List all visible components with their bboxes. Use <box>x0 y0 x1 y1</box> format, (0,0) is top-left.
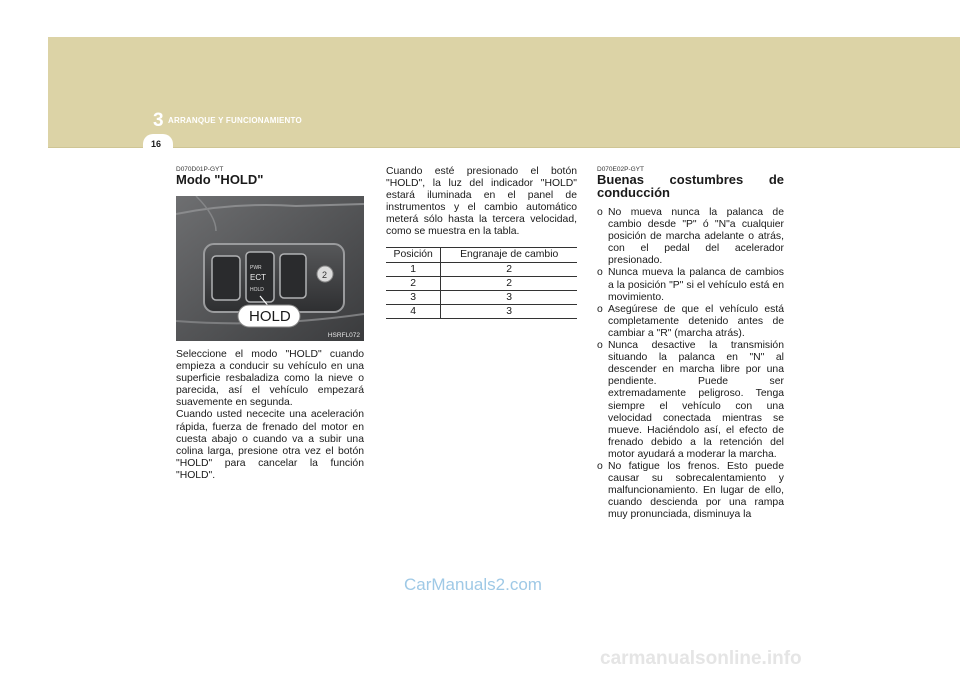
header-band <box>48 37 960 147</box>
table-row <box>386 290 577 304</box>
list-item <box>597 340 784 461</box>
table-row <box>386 262 577 276</box>
gear-table <box>386 247 577 319</box>
hold-switch-figure <box>176 196 364 341</box>
list-item-text: Nunca desactive la transmisión situando la palanca en "N" al descender en marcha libre por una pendiente. Puede ser extremadamente peligroso. Tenga siempre el vehículo con una velocidad conectada mientras se mueve. Haciéndolo así, el efecto de frenado debido a la retención del motor ayudará a moderar la marcha. <box>608 340 784 460</box>
list-item-text: No fatigue los frenos. Esto puede causar su sobrecalentamiento y malfuncionamiento. En lugar de ello, cuando descienda por una rampa muy pronunciada, disminuya la <box>608 460 784 521</box>
section-heading: Buenas costumbres de conducción <box>597 172 784 200</box>
bullet: o <box>597 460 603 472</box>
driving-tips-list <box>597 207 784 521</box>
list-item-text: Asegúrese de que el vehículo está completamente detenido antes de cambiar a "R" (marcha atrás). <box>608 303 784 339</box>
section-number: 3 <box>153 110 164 131</box>
column-hold-table <box>386 166 577 319</box>
watermark-footer: carmanualsonline.info <box>600 648 802 669</box>
bullet: o <box>597 267 603 279</box>
bullet: o <box>597 207 603 218</box>
list-item <box>597 267 784 303</box>
table-cell: 2 <box>386 276 441 290</box>
column-header: Posición <box>386 247 441 262</box>
column-hold-mode <box>176 166 364 482</box>
bullet: o <box>597 340 603 352</box>
table-header-row <box>386 247 577 262</box>
figure-code: HSRFL072 <box>327 332 360 339</box>
dashboard-switch-illustration <box>176 196 364 341</box>
switch-label-hold: HOLD <box>250 287 264 293</box>
table-cell: 3 <box>386 290 441 304</box>
section-heading: Modo "HOLD" <box>176 172 264 187</box>
table-cell: 2 <box>441 276 577 290</box>
table-cell: 2 <box>441 262 577 276</box>
list-item <box>597 207 784 267</box>
list-item <box>597 461 784 521</box>
list-item <box>597 304 784 340</box>
switch-label-pwr: PWR <box>250 265 262 271</box>
column-header: Engranaje de cambio <box>441 247 577 262</box>
section-code: D070E02P-GYT <box>597 166 644 173</box>
bullet: o <box>597 303 603 315</box>
table-cell: 3 <box>441 304 577 318</box>
hold-paragraph-2: Cuando usted nececite una aceleración rápida, fuerza de frenado del motor en cuesta abajo o cuando va a subir una colina larga, presione otra vez el botón "HOLD" para cancelar la función "HOLD". <box>176 409 364 481</box>
watermark-link[interactable]: CarManuals2.com <box>404 575 542 594</box>
table-row <box>386 276 577 290</box>
section-title: ARRANQUE Y FUNCIONAMIENTO <box>168 116 302 125</box>
table-cell: 1 <box>386 262 441 276</box>
column-driving-habits <box>597 166 784 521</box>
list-item-text: Nunca mueva la palanca de cambios a la posición "P" si el vehículo está en movimiento. <box>608 267 784 303</box>
hold-callout-label: HOLD <box>249 308 291 325</box>
svg-text:2: 2 <box>322 270 328 280</box>
table-cell: 4 <box>386 304 441 318</box>
section-code: D070D01P-GYT <box>176 166 224 173</box>
page-number: 16 <box>151 139 162 149</box>
hold-indicator-paragraph: Cuando esté presionado el botón "HOLD", la luz del indicador "HOLD" estará iluminada en el panel de instrumentos y el cambio automático meterá sólo hasta la tercera velocidad, como se muestra en la tabla. <box>386 166 577 238</box>
table-cell: 3 <box>441 290 577 304</box>
header-band-edge <box>48 147 960 148</box>
hold-paragraph-1: Seleccione el modo "HOLD" cuando empieza a conducir su vehículo en una superficie resbaladiza como la nieve o parecida, así el vehículo empezará suavemente en segunda. <box>176 349 364 409</box>
switch-label-ect: ECT <box>250 273 266 282</box>
list-item-text: No mueva nunca la palanca de cambio desde "P" ó "N"a cualquier posición de marcha adelante o atrás, con el pedal del acelerador presionado. <box>608 207 784 267</box>
table-row <box>386 304 577 318</box>
